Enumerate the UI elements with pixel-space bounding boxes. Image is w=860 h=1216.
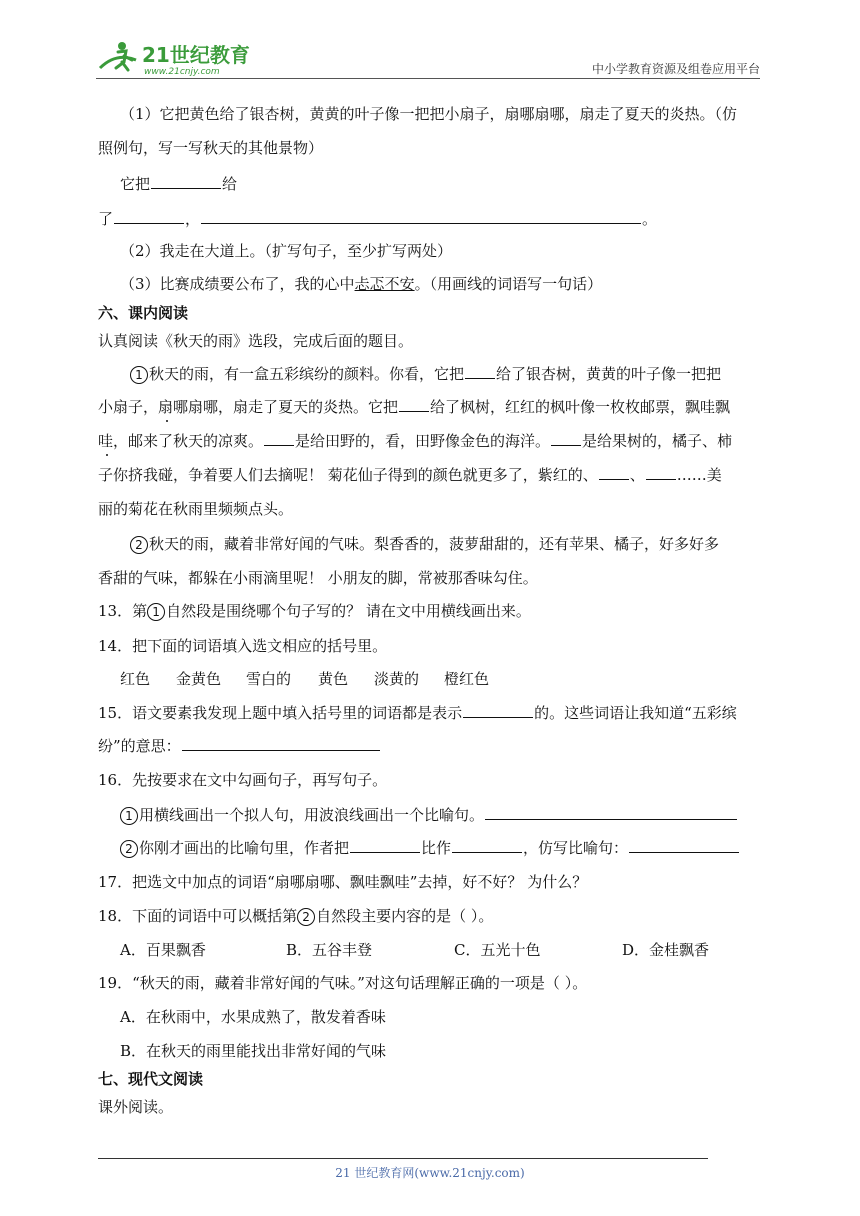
answer-blank[interactable]: [599, 465, 629, 480]
q5-item1-cont: 照例句，写一写秋天的其他景物）: [98, 139, 324, 157]
option-d[interactable]: D．金桂飘香: [622, 941, 710, 959]
section7-title: 七、现代文阅读: [98, 1070, 204, 1088]
section7-intro: 课外阅读。: [98, 1098, 174, 1116]
question-17: 17．把选文中加点的词语“扇哪扇哪、飘哇飘哇”去掉，好不好？ 为什么？: [98, 873, 588, 891]
header-divider: [96, 78, 760, 79]
q5-item3: （3）比赛成绩要公布了，我的心中忐忑不安。（用画线的词语写一句话）: [120, 275, 603, 293]
option-a[interactable]: A．百果飘香: [120, 941, 206, 959]
option-b[interactable]: B．五谷丰登: [286, 941, 373, 959]
footer-text[interactable]: 21 世纪教育网(www.21cnjy.com): [335, 1166, 525, 1180]
answer-blank[interactable]: [551, 431, 581, 446]
question-19-option-a[interactable]: A．在秋雨中，水果成熟了，散发着香味: [120, 1008, 386, 1026]
passage-p2-line1: 2 秋天的雨，藏着非常好闻的气味。梨香香的，菠萝甜甜的，还有苹果、橘子，好多好多: [130, 534, 719, 554]
q5-item1-answer-line2: 了 ， 。: [98, 210, 658, 228]
q5-item2: （2）我走在大道上。（扩写句子，至少扩写两处）: [120, 242, 453, 260]
question-18: 18．下面的词语中可以概括第 2 自然段主要内容的是（ ）。: [98, 907, 494, 925]
answer-blank[interactable]: [350, 838, 420, 853]
item-number: 2: [120, 840, 138, 858]
answer-blank[interactable]: [182, 736, 380, 751]
question-16-1: 1 用横线画出一个拟人句，用波浪线画出一个比喻句。: [120, 805, 738, 825]
paragraph-number: 2: [297, 908, 315, 926]
question-13: 13．第 1 自然段是围绕哪个句子写的？ 请在文中用横线画出来。: [98, 602, 531, 620]
passage-p2-line2: 香甜的气味，都躲在小雨滴里呢！ 小朋友的脚，常被那香味勾住。: [98, 569, 538, 587]
answer-blank[interactable]: [463, 703, 533, 718]
question-16: 16．先按要求在文中勾画句子，再写句子。: [98, 771, 388, 789]
passage-p1-line3: 哇 ，邮来了秋天的凉爽。 是给田野的，看，田野像金色的海洋。 是给果树的，橘子、柿: [98, 431, 732, 451]
question-16-2: 2 你刚才画出的比喻句里，作者把 比作 ，仿写比喻句：: [120, 838, 740, 858]
answer-blank[interactable]: [452, 838, 522, 853]
footer-divider: [98, 1158, 708, 1159]
answer-blank[interactable]: [465, 364, 495, 379]
passage-p1-line1: 1 秋天的雨，有一盒五彩缤纷的颜料。你看，它把 给了银杏树，黄黄的叶子像一把把: [130, 364, 721, 384]
paragraph-number: 1: [130, 366, 148, 384]
answer-blank[interactable]: [646, 465, 676, 480]
page-header: [96, 38, 760, 80]
question-14-words: 红色 金黄色 雪白的 黄色 淡黄的 橙红色: [120, 670, 490, 688]
site-logo: [96, 38, 256, 78]
answer-blank[interactable]: [264, 431, 294, 446]
question-14: 14．把下面的词语填入选文相应的括号里。: [98, 637, 388, 655]
passage-p1-line4: 子你挤我碰，争着要人们去摘呢！ 菊花仙子得到的颜色就更多了，紫红的、 、 ……美: [98, 466, 722, 484]
question-15-cont: 纷”的意思：: [98, 736, 381, 756]
logo-text: 21世纪教育: [142, 43, 250, 67]
answer-blank[interactable]: [151, 174, 221, 189]
question-19-option-b[interactable]: B．在秋天的雨里能找出非常好闻的气味: [120, 1042, 387, 1060]
item-number: 1: [120, 807, 138, 825]
question-18-options: [120, 940, 709, 960]
q5-item1: （1）它把黄色给了银杏树，黄黄的叶子像一把把小扇子，扇哪扇哪，扇走了夏天的炎热。（仿: [120, 105, 738, 123]
passage-p1-line5: 丽的菊花在秋雨里频频点头。: [98, 500, 294, 518]
logo-url: www.21cnjy.com: [144, 67, 220, 77]
answer-blank[interactable]: [114, 209, 184, 224]
question-19: 19．“秋天的雨，藏着非常好闻的气味。”对这句话理解正确的一项是（ ）。: [98, 974, 588, 992]
paragraph-number: 1: [147, 603, 165, 621]
q5-item1-answer-line1: 它把 给: [120, 175, 238, 193]
option-c[interactable]: C．五光十色: [454, 941, 541, 959]
passage-p1-line2: 小扇子，扇 哪扇哪，扇走了夏天的炎热。它把 给了枫树，红红的枫叶像一枚枚邮票，飘哇飘: [98, 397, 730, 417]
answer-blank[interactable]: [485, 805, 737, 820]
section6-intro: 认真阅读《秋天的雨》选段，完成后面的题目。: [98, 332, 414, 350]
underlined-word: 忐忑不安: [354, 275, 415, 293]
section6-title: 六、课内阅读: [98, 304, 189, 322]
paragraph-number: 2: [130, 536, 148, 554]
answer-blank[interactable]: [201, 209, 641, 224]
answer-blank[interactable]: [629, 838, 739, 853]
header-platform-text: 中小学教育资源及组卷应用平台: [591, 62, 760, 76]
answer-blank[interactable]: [399, 397, 429, 412]
question-15: 15．语文要素我发现上题中填入括号里的词语都是表示 的。这些词语让我知道“五彩缤: [98, 704, 737, 722]
